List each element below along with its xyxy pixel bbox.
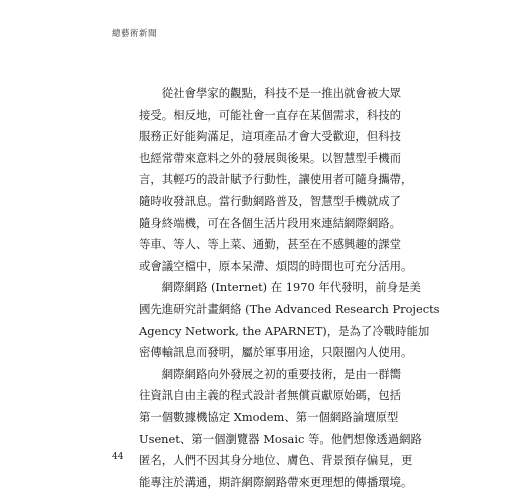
paragraph-1 xyxy=(139,83,413,277)
text-line: 接受。相反地，可能社會一直存在某個需求，科技的 xyxy=(139,107,401,122)
page-number: 44 xyxy=(112,452,124,462)
text-line: Usenet、第一個瀏覽器 Mosaic 等。他們想像透過網路 xyxy=(139,431,422,446)
text-line: 從社會學家的觀點，科技不是一推出就會被大眾 xyxy=(139,86,401,100)
text-line: 網際網路 (Internet) 在 1970 年代發明，前身是美 xyxy=(139,280,421,295)
text-line: 國先進研究計畫網絡 (The Advanced Research Projects xyxy=(139,301,440,316)
text-line: 匿名，人們不因其身分地位、膚色、背景預存偏見，更 xyxy=(139,453,413,468)
text-line: 能專注於溝通，期許網際網路帶來更理想的傳播環境。 xyxy=(139,474,413,489)
text-line: 隨身終端機，可在各個生活片段用來連結網際網路。 xyxy=(139,215,401,230)
text-line: 往資訊自由主義的程式設計者無償貢獻原始碼，包括 xyxy=(139,388,401,403)
text-line: 密傳輸訊息而發明，屬於軍事用途，只限圈內人使用。 xyxy=(139,345,413,360)
text-line: 等車、等人、等上菜、通勤，甚至在不感興趣的課堂 xyxy=(139,237,401,252)
text-line: 言，其輕巧的設計賦予行動性，讓使用者可隨身攜帶， xyxy=(139,172,413,187)
text-line: 網際網路向外發展之初的重要技術，是由一群嚮 xyxy=(139,366,401,381)
text-line: 隨時收發訊息。當行動網路普及，智慧型手機就成了 xyxy=(139,193,401,208)
text-line: 第一個數據機協定 Xmodem、第一個網路論壇原型 xyxy=(139,409,399,424)
text-line: Agency Network, the APARNET)，是為了冷戰時能加 xyxy=(139,323,430,338)
body-text xyxy=(139,83,440,493)
running-head: 總藝術新聞 xyxy=(112,29,158,39)
text-line: 或會議空檔中，原本呆滯、煩悶的時間也可充分活用。 xyxy=(139,258,413,273)
text-line: 也經常帶來意料之外的發展與後果。以智慧型手機而 xyxy=(139,150,401,165)
paragraph-2 xyxy=(139,277,440,363)
paragraph-3 xyxy=(139,364,422,494)
text-line: 服務正好能夠滿足，這項產品才會大受歡迎，但科技 xyxy=(139,129,401,144)
